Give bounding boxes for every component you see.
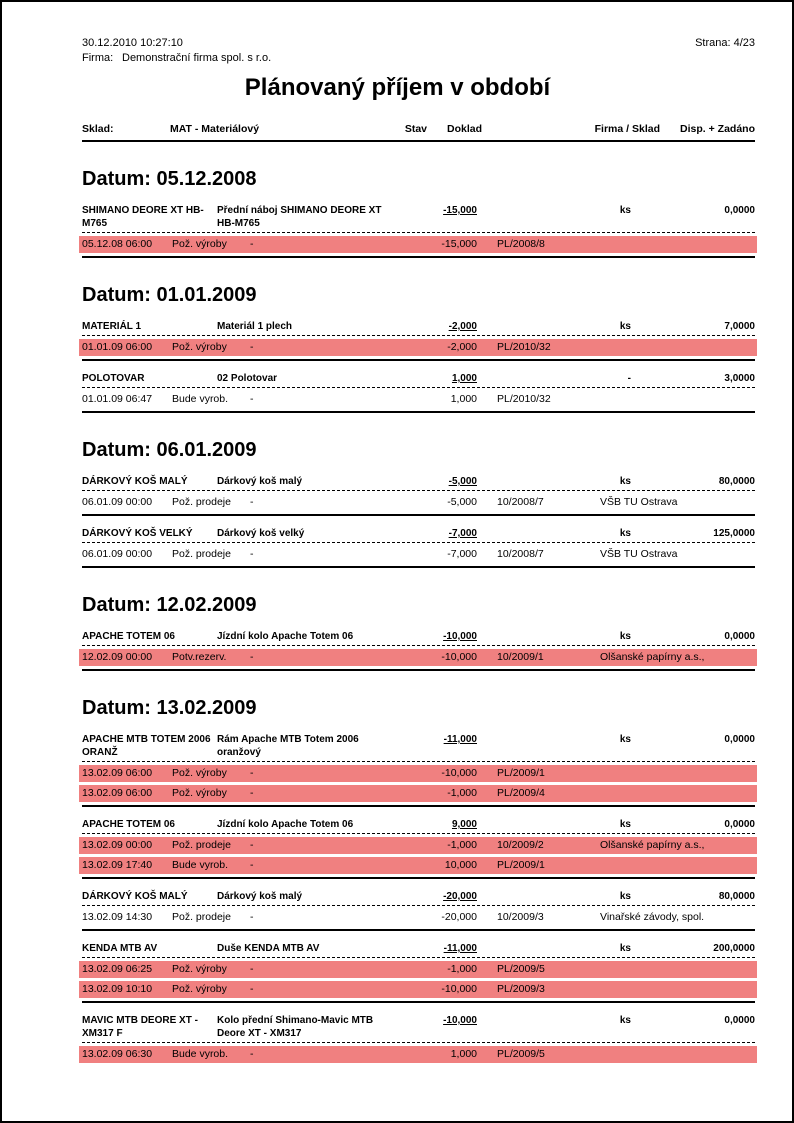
- detail-rows: [82, 391, 755, 408]
- item-stav-value: 9,000: [451, 819, 477, 830]
- item-header-row: [82, 320, 755, 336]
- date-section: [82, 593, 755, 671]
- item-disp-value: 0,0000: [724, 1015, 755, 1026]
- row-status: Pož. prodeje: [172, 548, 231, 560]
- date-heading: Datum: 01.01.2009: [82, 284, 257, 306]
- item-code: APACHE TOTEM 06: [82, 819, 175, 830]
- item-header-row: [82, 372, 755, 388]
- item-header-row: [82, 818, 755, 834]
- row-firma: [600, 236, 755, 253]
- row-status: Pož. výroby: [172, 787, 227, 799]
- date-section: [82, 283, 755, 413]
- row-dash: -: [250, 787, 254, 799]
- detail-rows: [82, 546, 755, 563]
- row-stav: 1,000: [450, 393, 477, 405]
- item-stav-value: -5,000: [448, 476, 477, 487]
- row-dash: -: [250, 767, 254, 779]
- date-heading: Datum: 12.02.2009: [82, 594, 257, 616]
- row-datetime: 13.02.09 06:00: [82, 767, 153, 779]
- column-doklad: Doklad: [447, 123, 483, 135]
- detail-row: [79, 494, 757, 511]
- row-dash: -: [250, 341, 254, 353]
- row-dash: -: [250, 859, 254, 871]
- report-title: Plánovaný příjem v období: [244, 74, 551, 101]
- row-stav: -5,000: [447, 496, 477, 508]
- row-datetime: 05.12.08 06:00: [82, 238, 153, 250]
- detail-rows: [82, 494, 755, 511]
- item-header-row: [82, 890, 755, 906]
- detail-row: [79, 649, 757, 666]
- row-firma: [600, 391, 755, 408]
- item-disp-value: 0,0000: [724, 819, 755, 830]
- row-firma: VŠB TU Ostrava: [600, 548, 678, 560]
- row-status: Pož. prodeje: [172, 911, 231, 923]
- column-disp-zadano: Disp. + Zadáno: [680, 123, 755, 135]
- item-block: [82, 1014, 755, 1066]
- item-unit: ks: [619, 476, 631, 487]
- item-stav-value: -11,000: [443, 943, 477, 954]
- item-code: MATERIÁL 1: [82, 321, 142, 332]
- column-header-row: [82, 123, 755, 142]
- item-unit: ks: [619, 943, 631, 954]
- row-status: Potv.rezerv.: [172, 651, 227, 663]
- row-dash: -: [250, 983, 254, 995]
- row-stav: -10,000: [441, 651, 477, 663]
- detail-row: [79, 391, 757, 408]
- date-section: [82, 167, 755, 258]
- item-block: [82, 890, 755, 931]
- row-firma: Olšanské papírny a.s.,: [600, 839, 705, 851]
- row-doklad: PL/2009/1: [497, 859, 545, 871]
- row-firma: [600, 857, 755, 874]
- item-stav-value: 1,000: [451, 373, 477, 384]
- row-doklad: 10/2009/3: [497, 911, 544, 923]
- row-doklad: PL/2009/1: [497, 767, 545, 779]
- item-stav-value: -20,000: [443, 891, 477, 902]
- row-datetime: 01.01.09 06:00: [82, 341, 153, 353]
- item-code: POLOTOVAR: [82, 373, 145, 384]
- report-content: [82, 36, 755, 1066]
- item-header-row: [82, 1014, 755, 1043]
- header-line-1: [82, 36, 755, 50]
- item-stav-value: -11,000: [443, 734, 477, 745]
- item-list: [82, 475, 755, 568]
- item-disp-value: 80,0000: [718, 476, 755, 487]
- row-stav: 1,000: [450, 1048, 477, 1060]
- report-body: [82, 167, 755, 1066]
- item-code: MAVIC MTB DEORE XT - XM317 F: [82, 1015, 198, 1039]
- item-stav-value: -15,000: [443, 205, 477, 216]
- row-doklad: PL/2009/5: [497, 1048, 545, 1060]
- row-dash: -: [250, 911, 254, 923]
- item-unit: ks: [619, 321, 631, 332]
- detail-row: [79, 236, 757, 253]
- row-dash: -: [250, 1048, 254, 1060]
- detail-rows: [82, 339, 755, 356]
- item-stav-value: -10,000: [443, 631, 477, 642]
- item-header-row: [82, 204, 755, 233]
- row-dash: -: [250, 651, 254, 663]
- item-code: APACHE TOTEM 06: [82, 631, 175, 642]
- item-list: [82, 630, 755, 671]
- item-description: Přední náboj SHIMANO DEORE XT HB-M765: [217, 205, 382, 229]
- row-doklad: PL/2010/32: [497, 393, 551, 405]
- item-code: APACHE MTB TOTEM 2006 ORANŽ: [82, 734, 211, 758]
- item-stav-value: -7,000: [448, 528, 477, 539]
- detail-rows: [82, 909, 755, 926]
- row-dash: -: [250, 548, 254, 560]
- row-datetime: 06.01.09 00:00: [82, 548, 153, 560]
- item-unit: ks: [619, 1015, 631, 1026]
- item-block: [82, 630, 755, 671]
- row-stav: -1,000: [447, 839, 477, 851]
- row-firma: [600, 765, 755, 782]
- row-doklad: PL/2010/32: [497, 341, 551, 353]
- detail-row: [79, 981, 757, 998]
- row-dash: -: [250, 496, 254, 508]
- detail-rows: [82, 837, 755, 874]
- column-sklad-value: MAT - Materiálový: [170, 123, 260, 135]
- row-firma: Olšanské papírny a.s.,: [600, 651, 705, 663]
- item-description: Dárkový koš velký: [217, 528, 305, 539]
- item-block: [82, 527, 755, 568]
- row-doklad: PL/2009/4: [497, 787, 545, 799]
- detail-row: [79, 961, 757, 978]
- detail-row: [79, 909, 757, 926]
- item-header-row: [82, 733, 755, 762]
- item-header-row: [82, 942, 755, 958]
- column-sklad-label: Sklad:: [82, 123, 114, 135]
- date-section: [82, 438, 755, 568]
- row-status: Pož. prodeje: [172, 839, 231, 851]
- row-doklad: 10/2009/2: [497, 839, 544, 851]
- detail-row: [79, 546, 757, 563]
- firm-name: Demonstrační firma spol. s r.o.: [122, 52, 272, 64]
- item-disp-value: 80,0000: [718, 891, 755, 902]
- date-heading: Datum: 06.01.2009: [82, 439, 257, 461]
- item-disp-value: 3,0000: [724, 373, 755, 384]
- item-description: Jízdní kolo Apache Totem 06: [217, 631, 354, 642]
- detail-row: [79, 785, 757, 802]
- item-description: Materiál 1 plech: [217, 321, 293, 332]
- row-status: Pož. prodeje: [172, 496, 231, 508]
- row-status: Pož. výroby: [172, 767, 227, 779]
- item-stav-value: -10,000: [443, 1015, 477, 1026]
- date-section: [82, 696, 755, 1066]
- row-datetime: 13.02.09 00:00: [82, 839, 153, 851]
- detail-rows: [82, 961, 755, 998]
- item-list: [82, 204, 755, 258]
- detail-rows: [82, 236, 755, 253]
- detail-rows: [82, 765, 755, 802]
- detail-row: [79, 857, 757, 874]
- item-code: SHIMANO DEORE XT HB-M765: [82, 205, 204, 229]
- row-datetime: 13.02.09 06:25: [82, 963, 153, 975]
- item-description: 02 Polotovar: [217, 373, 278, 384]
- item-description: Duše KENDA MTB AV: [217, 943, 320, 954]
- row-datetime: 13.02.09 06:00: [82, 787, 153, 799]
- item-unit: ks: [619, 734, 631, 745]
- item-unit: ks: [619, 205, 631, 216]
- row-status: Pož. výroby: [172, 341, 227, 353]
- row-firma: [600, 339, 755, 356]
- header-line-2: [82, 51, 755, 65]
- detail-row: [79, 837, 757, 854]
- item-unit: ks: [619, 528, 631, 539]
- item-disp-value: 200,0000: [713, 943, 755, 954]
- row-doklad: 10/2009/1: [497, 651, 544, 663]
- item-block: [82, 942, 755, 1003]
- item-description: Jízdní kolo Apache Totem 06: [217, 819, 354, 830]
- detail-row: [79, 339, 757, 356]
- column-firma-sklad: Firma / Sklad: [594, 123, 660, 135]
- item-unit: -: [627, 373, 631, 384]
- item-header-row: [82, 475, 755, 491]
- item-disp-value: 0,0000: [724, 734, 755, 745]
- row-firma: [600, 785, 755, 802]
- item-code: KENDA MTB AV: [82, 943, 158, 954]
- page-number: Strana: 4/23: [695, 37, 755, 49]
- item-description: Kolo přední Shimano-Mavic MTB Deore XT - XM317: [217, 1015, 374, 1039]
- item-description: Dárkový koš malý: [217, 891, 303, 902]
- firm-label: Firma:: [82, 52, 114, 64]
- row-status: Pož. výroby: [172, 963, 227, 975]
- item-block: [82, 475, 755, 516]
- row-datetime: 06.01.09 00:00: [82, 496, 153, 508]
- row-firma: [600, 1046, 755, 1063]
- detail-row: [79, 1046, 757, 1063]
- item-unit: ks: [619, 631, 631, 642]
- row-doklad: PL/2009/3: [497, 983, 545, 995]
- item-disp-value: 0,0000: [724, 631, 755, 642]
- item-list: [82, 733, 755, 1066]
- date-heading: Datum: 13.02.2009: [82, 697, 257, 719]
- item-header-row: [82, 630, 755, 646]
- row-firma: [600, 961, 755, 978]
- row-doklad: PL/2008/8: [497, 238, 545, 250]
- item-disp-value: 125,0000: [713, 528, 755, 539]
- item-code: DÁRKOVÝ KOŠ MALÝ: [82, 891, 188, 902]
- item-list: [82, 320, 755, 413]
- detail-rows: [82, 1046, 755, 1063]
- row-stav: -10,000: [441, 767, 477, 779]
- row-stav: 10,000: [444, 859, 477, 871]
- date-heading: Datum: 05.12.2008: [82, 168, 257, 190]
- row-firma: [600, 981, 755, 998]
- row-status: Pož. výroby: [172, 983, 227, 995]
- row-dash: -: [250, 238, 254, 250]
- row-status: Pož. výroby: [172, 238, 227, 250]
- item-description: Rám Apache MTB Totem 2006 oranžový: [217, 734, 359, 758]
- item-unit: ks: [619, 819, 631, 830]
- row-datetime: 13.02.09 10:10: [82, 983, 153, 995]
- row-stav: -20,000: [441, 911, 477, 923]
- row-dash: -: [250, 963, 254, 975]
- item-description: Dárkový koš malý: [217, 476, 303, 487]
- item-disp-value: 0,0000: [724, 205, 755, 216]
- item-code: DÁRKOVÝ KOŠ MALÝ: [82, 476, 188, 487]
- row-doklad: 10/2008/7: [497, 496, 544, 508]
- item-block: [82, 733, 755, 807]
- row-doklad: PL/2009/5: [497, 963, 545, 975]
- row-stav: -10,000: [441, 983, 477, 995]
- item-block: [82, 818, 755, 879]
- row-dash: -: [250, 393, 254, 405]
- item-block: [82, 204, 755, 258]
- item-block: [82, 320, 755, 361]
- row-doklad: 10/2008/7: [497, 548, 544, 560]
- item-disp-value: 7,0000: [724, 321, 755, 332]
- detail-rows: [82, 649, 755, 666]
- row-stav: -7,000: [447, 548, 477, 560]
- column-stav: Stav: [404, 123, 427, 135]
- item-stav-value: -2,000: [448, 321, 477, 332]
- row-status: Bude vyrob.: [172, 1048, 229, 1060]
- row-status: Bude vyrob.: [172, 393, 229, 405]
- item-block: [82, 372, 755, 413]
- row-status: Bude vyrob.: [172, 859, 229, 871]
- row-stav: -2,000: [447, 341, 477, 353]
- item-header-row: [82, 527, 755, 543]
- row-stav: -15,000: [441, 238, 477, 250]
- row-datetime: 13.02.09 06:30: [82, 1048, 153, 1060]
- item-unit: ks: [619, 891, 631, 902]
- row-datetime: 13.02.09 17:40: [82, 859, 153, 871]
- row-firma: VŠB TU Ostrava: [600, 496, 678, 508]
- report-datetime: 30.12.2010 10:27:10: [82, 37, 183, 49]
- row-datetime: 12.02.09 00:00: [82, 651, 153, 663]
- row-datetime: 01.01.09 06:47: [82, 393, 153, 405]
- detail-row: [79, 765, 757, 782]
- row-dash: -: [250, 839, 254, 851]
- row-stav: -1,000: [447, 787, 477, 799]
- row-firma: Vinařské závody, spol.: [600, 911, 705, 923]
- row-datetime: 13.02.09 14:30: [82, 911, 153, 923]
- row-stav: -1,000: [447, 963, 477, 975]
- item-code: DÁRKOVÝ KOŠ VELKÝ: [82, 528, 193, 539]
